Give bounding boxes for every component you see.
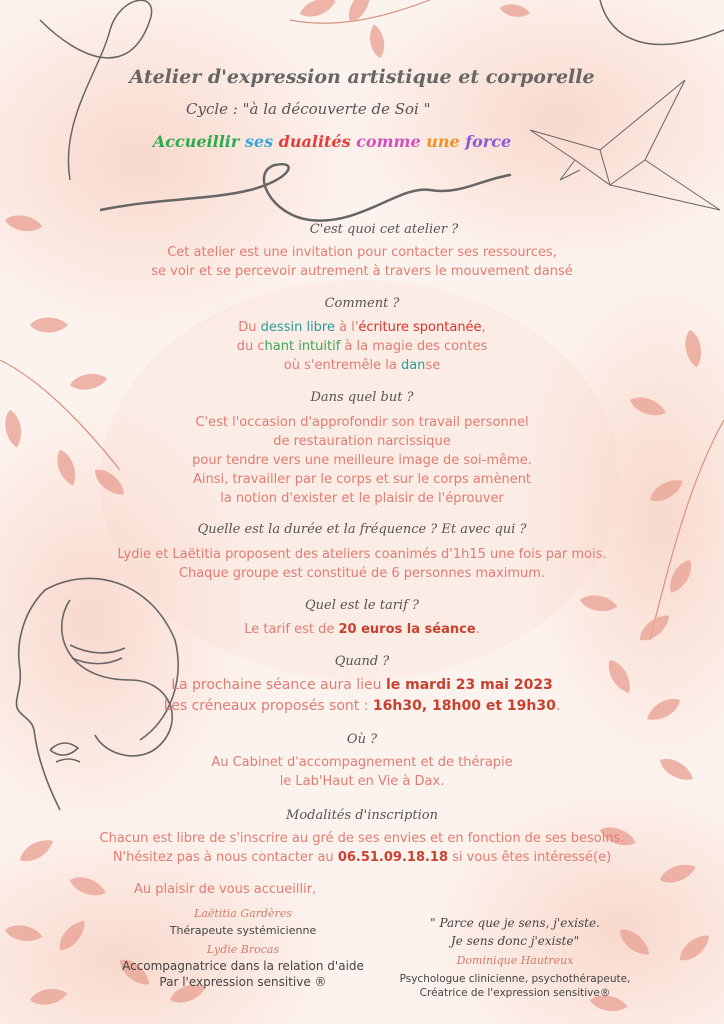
author-role-2: Créatrice de l'expression sensitive® xyxy=(419,987,611,999)
section-body-duree xyxy=(0,545,724,583)
text-line xyxy=(0,696,724,717)
motto-word: dualités xyxy=(278,132,351,151)
text-line: Chacun est libre de s'inscrire au gré de ses envies et en fonction de ses besoins. xyxy=(99,831,625,846)
motto-word: une xyxy=(426,132,460,151)
section-heading-comment: Comment ? xyxy=(324,296,400,311)
section-body-quoi xyxy=(0,243,724,281)
price: 20 euros la séance xyxy=(338,622,476,637)
text-line: se voir et se percevoir autrement à travers le mouvement dansé xyxy=(151,264,573,279)
text-fragment: Les créneaux proposés sont : xyxy=(163,698,373,714)
text-fragment: où s'entremêle la xyxy=(283,358,401,373)
section-heading-tarif: Quel est le tarif ? xyxy=(305,598,419,613)
text-line: Ainsi, travailler par le corps et sur le corps amènent xyxy=(192,472,532,487)
text-line: le Lab'Haut en Vie à Dax. xyxy=(279,774,445,789)
text-fragment: N'hésitez pas à nous contacter au xyxy=(112,850,338,865)
text-line xyxy=(0,318,724,337)
motto-word: force xyxy=(465,132,512,151)
section-heading-ou: Où ? xyxy=(346,732,378,747)
session-times: 16h30, 18h00 et 19h30 xyxy=(372,698,556,714)
text-fragment: hant intuitif xyxy=(264,339,341,354)
section-body-modalites xyxy=(0,829,724,867)
motto-word: comme xyxy=(356,132,421,151)
motto xyxy=(0,132,694,151)
text-fragment: Du xyxy=(238,320,261,335)
section-heading-duree: Quelle est la durée et la fréquence ? Et avec qui ? xyxy=(197,522,527,537)
motto-word: Accueillir xyxy=(152,132,240,151)
signature-laetitia: Laëtitia Gardères xyxy=(194,907,292,920)
section-heading-quand: Quand ? xyxy=(334,654,390,669)
signature-lydie: Lydie Brocas xyxy=(206,943,280,956)
section-body-comment xyxy=(0,318,724,375)
footer-signatures xyxy=(108,880,378,989)
text-fragment: dan xyxy=(400,358,426,373)
page-title: Atelier d'expression artistique et corporelle xyxy=(129,66,595,88)
role-lydie-2: Par l'expression sensitive ® xyxy=(159,975,327,989)
quote-block xyxy=(395,916,635,999)
session-date: le mardi 23 mai 2023 xyxy=(385,677,553,693)
quote-line: Je sens donc j'existe" xyxy=(450,934,580,948)
greeting: Au plaisir de vous accueillir, xyxy=(134,882,317,897)
section-heading-quoi: C'est quoi cet atelier ? xyxy=(309,222,459,237)
text-fragment: se xyxy=(425,358,441,373)
role-lydie-1: Accompagnatrice dans la relation d'aide xyxy=(122,959,364,973)
section-body-tarif xyxy=(0,620,724,639)
text-line: Chaque groupe est constitué de 6 personnes maximum. xyxy=(178,566,546,581)
text-line: pour tendre vers une meilleure image de soi-même. xyxy=(192,453,532,468)
cycle-subtitle: Cycle : "à la découverte de Soi " xyxy=(186,100,431,118)
text-fragment: à l' xyxy=(334,320,359,335)
section-body-quand xyxy=(0,675,724,717)
text-fragment: Le tarif est de xyxy=(244,622,339,637)
text-fragment: à la magie des contes xyxy=(340,339,488,354)
text-fragment: La prochaine séance aura lieu xyxy=(171,677,386,693)
section-heading-modalites: Modalités d'inscription xyxy=(286,808,438,823)
text-fragment: . xyxy=(475,622,480,637)
section-heading-but: Dans quel but ? xyxy=(310,390,414,405)
text-fragment: du c xyxy=(236,339,265,354)
motto-word: ses xyxy=(244,132,274,151)
text-line: Au Cabinet d'accompagnement et de thérapie xyxy=(211,755,513,770)
text-line xyxy=(0,848,724,867)
phone-number: 06.51.09.18.18 xyxy=(337,850,449,865)
text-line xyxy=(0,356,724,375)
text-fragment: si vous êtes intéressé(e) xyxy=(448,850,612,865)
text-line: C'est l'occasion d'approfondir son travail personnel xyxy=(195,415,529,430)
author-role-1: Psychologue clinicienne, psychothérapeute, xyxy=(399,973,631,985)
text-line: de restauration narcissique xyxy=(273,434,451,449)
section-body-ou xyxy=(0,753,724,791)
text-line xyxy=(0,675,724,696)
text-fragment: . xyxy=(555,698,561,714)
text-line xyxy=(0,337,724,356)
text-fragment: écriture spontanée xyxy=(358,320,482,335)
section-body-but xyxy=(0,413,724,508)
quote-author: Dominique Hautreux xyxy=(456,954,574,967)
role-laetitia: Thérapeute systémicienne xyxy=(169,924,317,937)
text-line: Cet atelier est une invitation pour contacter ses ressources, xyxy=(167,245,557,260)
text-line: Lydie et Laëtitia proposent des ateliers coanimés d'1h15 une fois par mois. xyxy=(117,547,607,562)
text-fragment: , xyxy=(481,320,486,335)
text-line: la notion d'exister et le plaisir de l'éprouver xyxy=(220,491,504,506)
quote-line: " Parce que je sens, j'existe. xyxy=(430,916,600,930)
text-fragment: dessin libre xyxy=(260,320,335,335)
